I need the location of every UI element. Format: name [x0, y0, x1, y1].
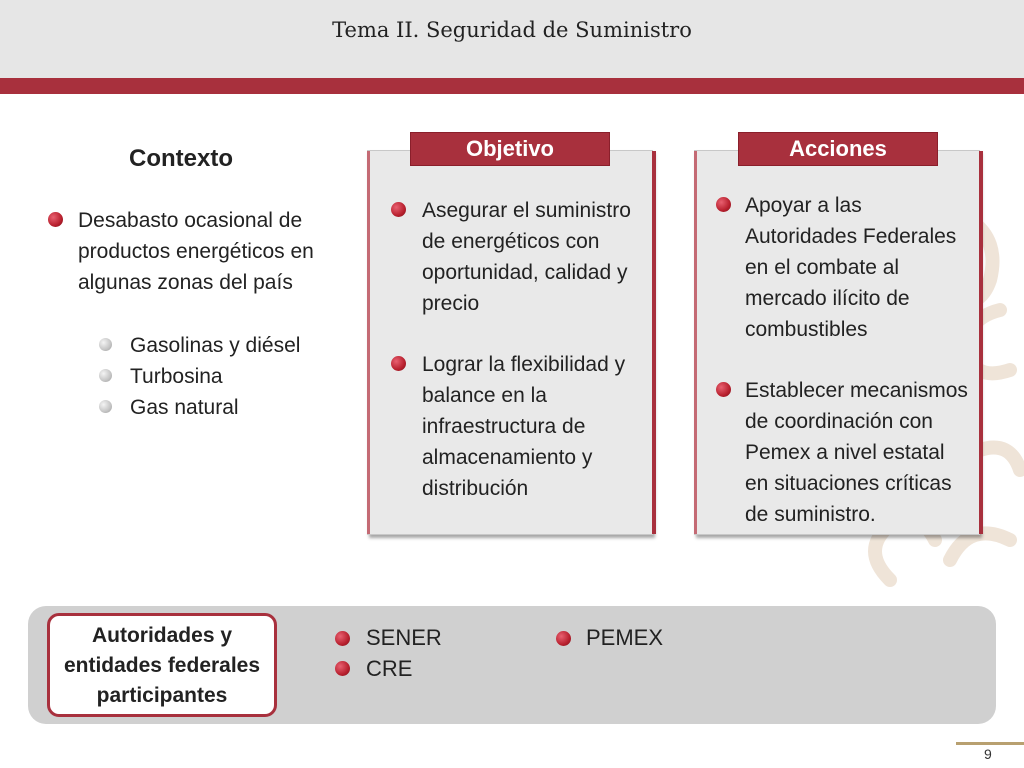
- bullet-icon: [556, 631, 571, 646]
- bullet-icon: [391, 202, 406, 217]
- bullet-icon: [48, 212, 63, 227]
- entity-cre: CRE: [366, 656, 413, 681]
- slide-header: [0, 0, 1024, 78]
- entity-pemex: PEMEX: [586, 625, 664, 650]
- list-item: Establecer mecanismos de coordinación con Pemex a nivel estatal en situaciones críticas de suministro.: [745, 375, 970, 530]
- bullet-icon: [716, 382, 731, 397]
- bullet-icon: [716, 197, 731, 212]
- list-item: Lograr la flexibilidad y balance en la infraestructura de almacenamiento y distribución: [422, 349, 637, 504]
- bullet-icon: [99, 369, 112, 382]
- objetivo-header: Objetivo: [410, 132, 610, 166]
- header-accent-bar: [0, 78, 1024, 94]
- objetivo-list: [422, 195, 637, 504]
- acciones-list: [745, 190, 970, 530]
- contexto-title: Contexto: [129, 145, 233, 172]
- slide-title: Tema II. Seguridad de Suministro: [332, 18, 692, 42]
- autoridades-title: Autoridades y entidades federales participantes: [47, 613, 277, 717]
- bullet-icon: [335, 661, 350, 676]
- page-number: 9: [984, 746, 992, 762]
- page-number-rule: [956, 742, 1024, 745]
- bullet-icon: [99, 400, 112, 413]
- entity-sener: SENER: [366, 625, 442, 650]
- acciones-header: Acciones: [738, 132, 938, 166]
- list-item: Turbosina: [130, 361, 350, 392]
- bullet-icon: [391, 356, 406, 371]
- bullet-icon: [99, 338, 112, 351]
- list-item: Asegurar el suministro de energéticos con oportunidad, calidad y precio: [422, 195, 637, 319]
- list-item: Gas natural: [130, 392, 350, 423]
- contexto-sublist: [130, 330, 350, 423]
- list-item: Gasolinas y diésel: [130, 330, 350, 361]
- bullet-icon: [335, 631, 350, 646]
- contexto-item: Desabasto ocasional de productos energéticos en algunas zonas del país: [78, 209, 314, 294]
- list-item: Apoyar a las Autoridades Federales en el combate al mercado ilícito de combustibles: [745, 190, 970, 345]
